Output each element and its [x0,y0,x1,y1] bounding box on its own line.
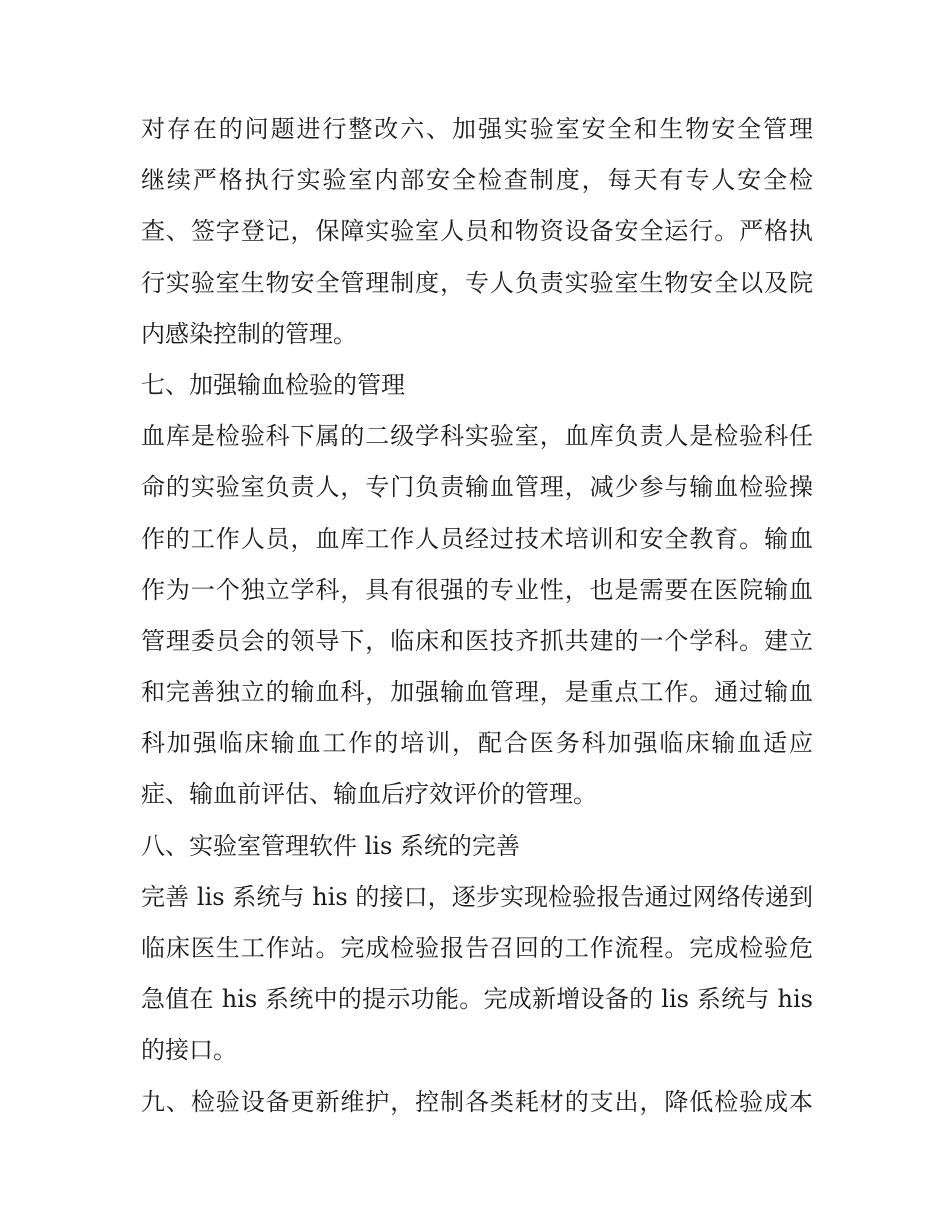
section-heading-8: 八、实验室管理软件 lis 系统的完善 [141,831,520,860]
section-heading-7: 七、加强输血检验的管理 [141,370,405,399]
section-heading-9: 九、检验设备更新维护，控制各类耗材的支出，降低检验成本 [141,1087,813,1116]
text-line-19: 的接口。 [141,1036,237,1065]
text-line-2: 继续严格执行实验室内部安全检查制度，每天有专人安全检 [141,166,813,195]
text-line-8: 命的实验室负责人，专门负责输血管理，减少参与输血检验操 [141,473,813,502]
text-line-1: 对存在的问题进行整改六、加强实验室安全和生物安全管理 [141,115,813,143]
text-line-5: 内感染控制的管理。 [141,319,357,348]
text-line-12: 和完善独立的输血科，加强输血管理，是重点工作。通过输血 [141,678,813,707]
text-line-18: 急值在 his 系统中的提示功能。完成新增设备的 lis 系统与 his [141,985,813,1014]
text-line-16: 完善 lis 系统与 his 的接口，逐步实现检验报告通过网络传递到 [141,882,813,911]
text-line-10: 作为一个独立学科，具有很强的专业性，也是需要在医院输血 [141,575,813,604]
text-line-17: 临床医生工作站。完成检验报告召回的工作流程。完成检验危 [141,934,813,962]
text-line-3: 查、签字登记，保障实验室人员和物资设备安全运行。严格执 [141,217,813,246]
document-body [141,104,813,1128]
text-line-7: 血库是检验科下属的二级学科实验室，血库负责人是检验科任 [141,422,813,451]
text-line-11: 管理委员会的领导下，临床和医技齐抓共建的一个学科。建立 [141,626,813,655]
text-line-4: 行实验室生物安全管理制度，专人负责实验室生物安全以及院 [141,268,813,297]
text-line-13: 科加强临床输血工作的培训，配合医务科加强临床输血适应 [141,729,813,758]
text-line-9: 作的工作人员，血库工作人员经过技术培训和安全教育。输血 [141,524,813,553]
text-line-14: 症、输血前评估、输血后疗效评价的管理。 [141,780,597,809]
